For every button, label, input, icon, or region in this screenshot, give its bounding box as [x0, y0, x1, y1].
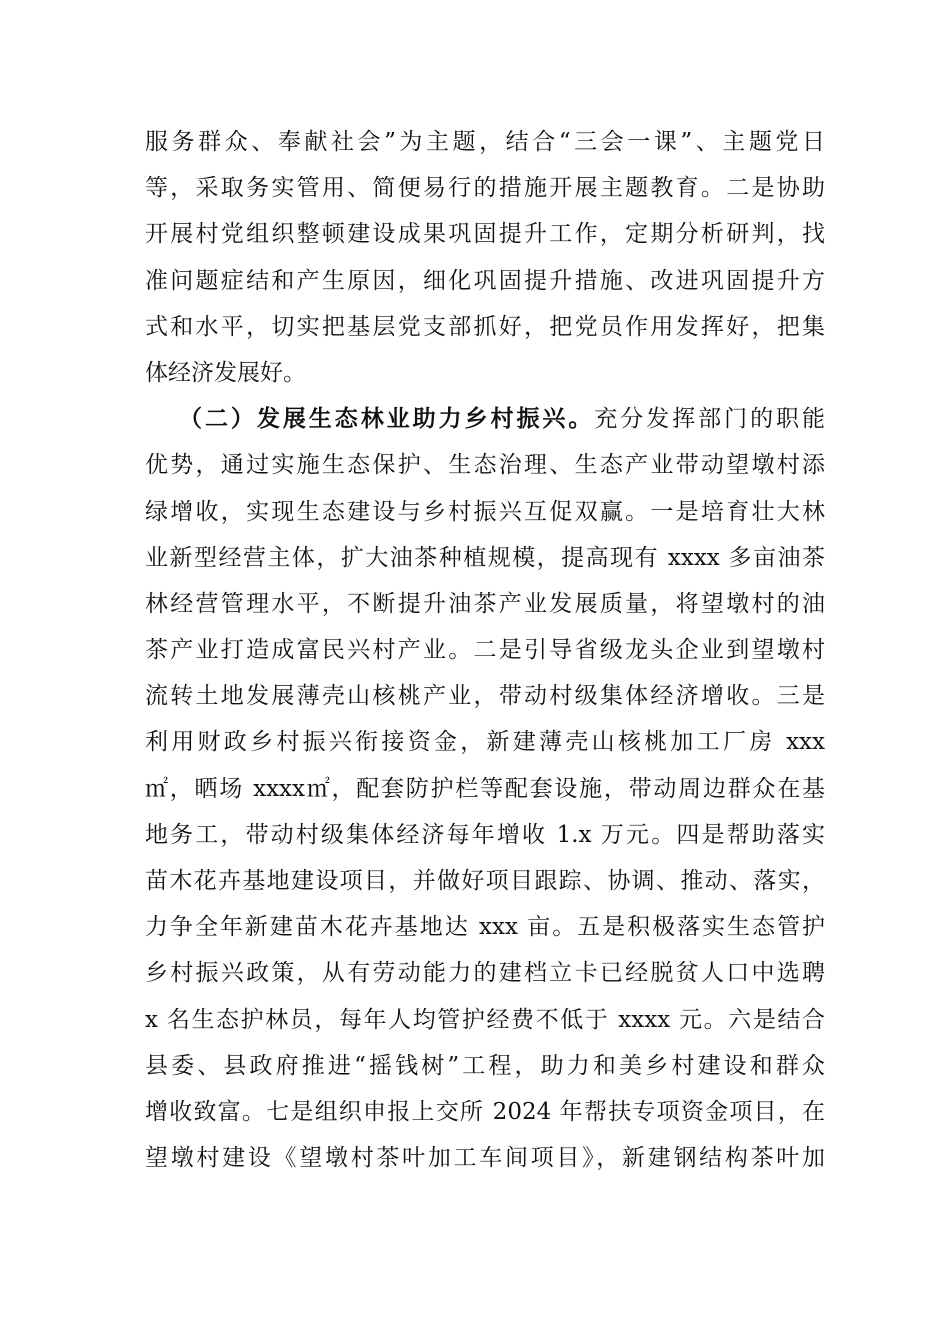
- text-line: 力争全年新建苗木花卉基地达 xxx 亩。五是积极落实生态管护: [145, 914, 825, 941]
- text-run: 充分发挥部门的职能: [594, 406, 826, 433]
- section-heading-line: [145, 396, 825, 442]
- text-line: 服务群众、奉献社会”为主题，结合“三会一课”、主题党日: [145, 129, 825, 155]
- text-line: ㎡，晒场 xxxx㎡，配套防护栏等配套设施，带动周边群众在基: [145, 775, 825, 802]
- text-line: 体经济发展好。: [145, 359, 306, 386]
- section-heading: （二）发展生态林业助力乡村振兴。: [179, 405, 595, 433]
- text-line: 望墩村建设《望墩村茶叶加工车间项目》，新建钢结构茶叶加: [145, 1145, 825, 1172]
- text-line: x 名生态护林员，每年人均管护经费不低于 xxxx 元。六是结合: [145, 1006, 825, 1033]
- text-line: 流转土地发展薄壳山核桃产业，带动村级集体经济增收。三是: [145, 683, 825, 710]
- text-line: 地务工，带动村级集体经济每年增收 1.x 万元。四是帮助落实: [145, 821, 825, 848]
- text-line: 县委、县政府推进“摇钱树”工程，助力和美乡村建设和群众: [145, 1052, 825, 1079]
- text-line: 优势，通过实施生态保护、生态治理、生态产业带动望墩村添: [145, 452, 825, 479]
- text-line: 乡村振兴政策，从有劳动能力的建档立卡已经脱贫人口中选聘: [145, 960, 825, 987]
- text-line: 开展村党组织整顿建设成果巩固提升工作，定期分析研判，找: [145, 221, 825, 248]
- text-line: 准问题症结和产生原因，细化巩固提升措施、改进巩固提升方: [145, 267, 825, 294]
- text-line: 利用财政乡村振兴衔接资金，新建薄壳山核桃加工厂房 xxx: [145, 729, 825, 756]
- text-line: 增收致富。七是组织申报上交所 2024 年帮扶专项资金项目，在: [145, 1098, 825, 1125]
- text-line: 式和水平，切实把基层党支部抓好，把党员作用发挥好，把集: [145, 313, 825, 340]
- text-line: 茶产业打造成富民兴村产业。二是引导省级龙头企业到望墩村: [145, 637, 825, 664]
- text-line: 绿增收，实现生态建设与乡村振兴互促双赢。一是培育壮大林: [145, 498, 825, 525]
- document-body: [145, 119, 825, 1181]
- text-line: 等，采取务实管用、简便易行的措施开展主题教育。二是协助: [145, 175, 825, 202]
- text-line: 林经营管理水平，不断提升油茶产业发展质量，将望墩村的油: [145, 590, 825, 617]
- text-line: 苗木花卉基地建设项目，并做好项目跟踪、协调、推动、落实，: [145, 868, 825, 894]
- text-line: 业新型经营主体，扩大油茶种植规模，提高现有 xxxx 多亩油茶: [145, 544, 825, 571]
